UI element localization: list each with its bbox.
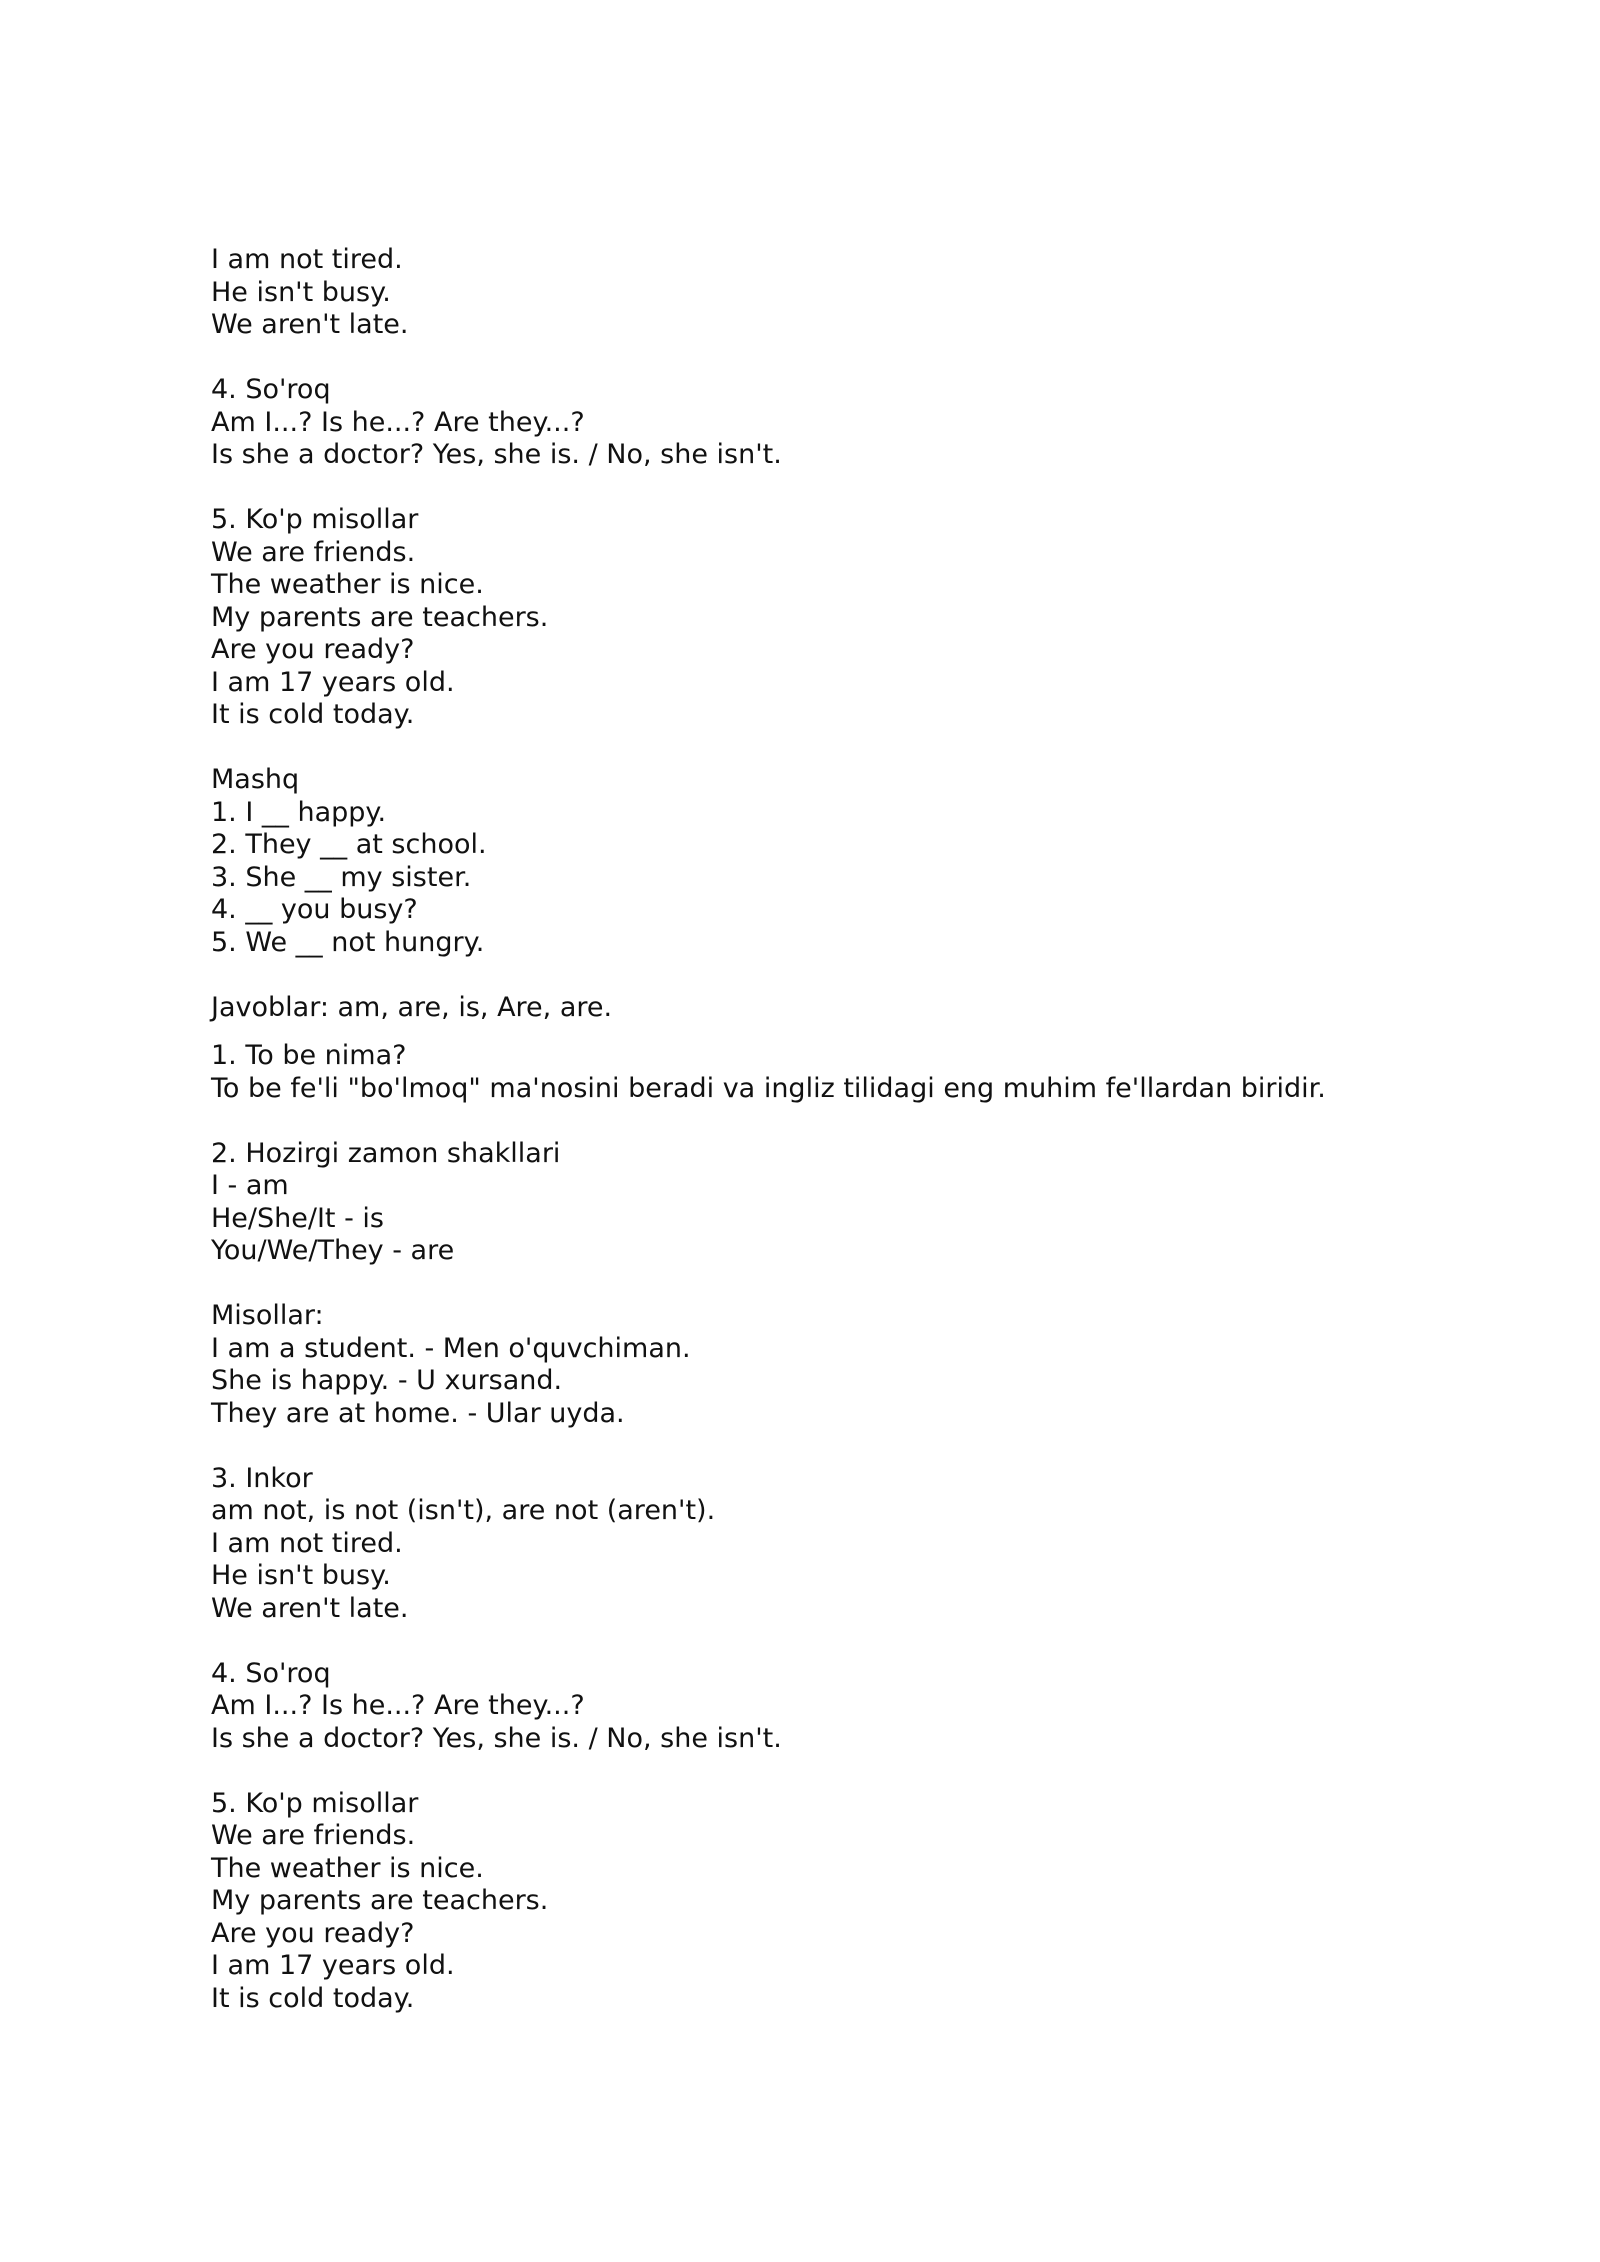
text-line: To be fe'li "bo'lmoq" ma'nosini beradi va ingliz tilidagi eng muhim fe'llardan biridir. xyxy=(211,1072,1326,1104)
paragraph-gap xyxy=(211,1430,1511,1463)
section-heading: 2. Hozirgi zamon shakllari xyxy=(211,1137,561,1169)
text-line: I am a student. - Men o'quvchiman. xyxy=(211,1332,691,1364)
section-heading: 1. To be nima? xyxy=(211,1040,407,1071)
text-line: I am 17 years old. xyxy=(211,1950,455,1981)
text-line: Am I...? Is he...? Are they...? xyxy=(211,406,585,438)
answers-line: Javoblar: am, are, is, Are, are. xyxy=(211,991,613,1023)
exercise-item: 5. We __ not hungry. xyxy=(211,926,485,958)
paragraph-gap xyxy=(211,1268,1511,1301)
text-line: It is cold today. xyxy=(211,699,415,730)
text-line: Are you ready? xyxy=(211,1917,415,1949)
paragraph-gap xyxy=(211,1024,1511,1040)
text-line: It is cold today. xyxy=(211,1982,415,2014)
text-line: Am I...? Is he...? Are they...? xyxy=(211,1690,585,1721)
paragraph-gap xyxy=(211,1755,1511,1788)
text-line: am not, is not (isn't), are not (aren't). xyxy=(211,1495,716,1526)
section-heading: 4. So'roq xyxy=(211,374,331,405)
exercise-item: 1. I __ happy. xyxy=(211,796,387,828)
paragraph-gap xyxy=(211,732,1511,765)
text-line: We are friends. xyxy=(211,1820,416,1851)
text-line: We aren't late. xyxy=(211,309,409,340)
text-line: I - am xyxy=(211,1170,289,1201)
text-line: My parents are teachers. xyxy=(211,601,549,633)
text-line: He/She/It - is xyxy=(211,1202,384,1234)
text-line: He isn't busy. xyxy=(211,276,391,308)
section-heading: 5. Ko'p misollar xyxy=(211,504,419,535)
paragraph-gap xyxy=(211,1625,1511,1658)
section-heading: 4. So'roq xyxy=(211,1657,331,1689)
text-line: Is she a doctor? Yes, she is. / No, she isn't. xyxy=(211,439,782,470)
paragraph-gap xyxy=(211,342,1511,375)
paragraph-gap xyxy=(211,959,1511,992)
text-line: Is she a doctor? Yes, she is. / No, she isn't. xyxy=(211,1722,782,1754)
text-line: Are you ready? xyxy=(211,634,415,665)
document-body xyxy=(211,244,1511,2015)
text-line: You/We/They - are xyxy=(211,1235,455,1266)
exercise-item: 3. She __ my sister. xyxy=(211,861,472,893)
text-line: I am not tired. xyxy=(211,1527,403,1559)
text-line: I am not tired. xyxy=(211,244,403,275)
paragraph-gap xyxy=(211,1105,1511,1138)
text-line: He isn't busy. xyxy=(211,1560,391,1591)
exercise-item: 2. They __ at school. xyxy=(211,829,487,860)
text-line: The weather is nice. xyxy=(211,569,484,600)
section-heading: 3. Inkor xyxy=(211,1462,313,1494)
section-heading: 5. Ko'p misollar xyxy=(211,1787,419,1819)
text-line: They are at home. - Ular uyda. xyxy=(211,1397,625,1429)
exercise-item: 4. __ you busy? xyxy=(211,894,418,925)
paragraph-gap xyxy=(211,472,1511,505)
text-line: My parents are teachers. xyxy=(211,1885,549,1916)
text-line: I am 17 years old. xyxy=(211,666,455,698)
section-heading: Misollar: xyxy=(211,1300,324,1331)
section-heading: Mashq xyxy=(211,764,300,795)
text-line: We are friends. xyxy=(211,536,416,568)
text-line: She is happy. - U xursand. xyxy=(211,1365,563,1396)
text-line: We aren't late. xyxy=(211,1592,409,1624)
text-line: The weather is nice. xyxy=(211,1852,484,1884)
